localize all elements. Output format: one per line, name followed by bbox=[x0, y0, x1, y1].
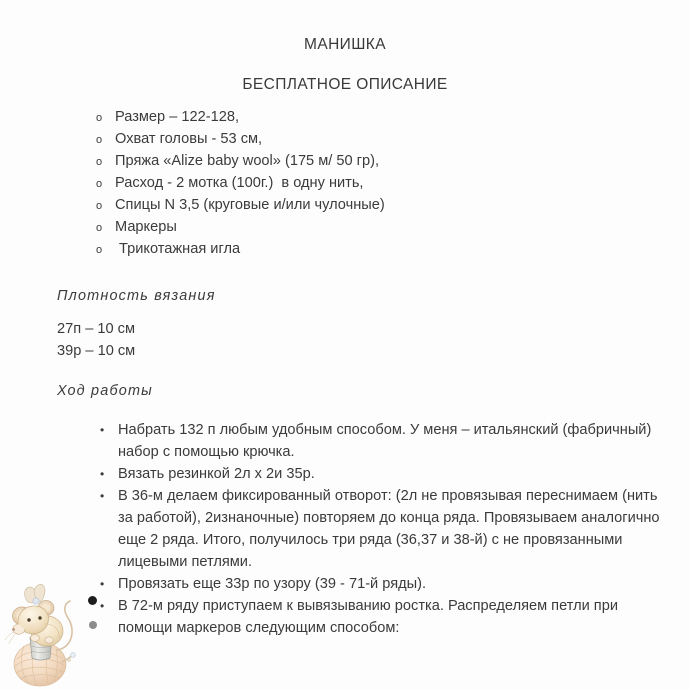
list-item-label: В 36-м делаем фиксированный отворот: (2л не провязывая переснимаем (нить за работой), 2изнаночные) повторяем до конца ряда. Провязываем аналогично еще 2 ряда. Итого, получилось три ряда (36,37 и 38-й) с не провязанными лицевыми петлями. bbox=[118, 488, 660, 570]
list-item bbox=[96, 153, 656, 175]
mouse-nose bbox=[12, 628, 15, 631]
list-item bbox=[100, 463, 670, 485]
mouse-eye-left bbox=[27, 618, 30, 621]
list-item bbox=[96, 109, 656, 131]
bullet-marker-icon: • bbox=[100, 599, 105, 613]
density-values bbox=[57, 321, 135, 365]
circle-marker-icon: o bbox=[96, 222, 103, 234]
list-item bbox=[96, 175, 656, 197]
list-item-label: Пряжа «Alize baby wool» (175 м/ 50 гр), bbox=[115, 153, 380, 169]
mouse-eye-right bbox=[38, 616, 41, 619]
list-item-label: Охват головы - 53 см, bbox=[115, 131, 263, 147]
mouse-paws bbox=[31, 635, 54, 644]
bullet-marker-icon: • bbox=[100, 489, 105, 503]
mouse-ear-right bbox=[38, 601, 54, 616]
density-line: 27п – 10 см bbox=[57, 321, 135, 337]
list-item bbox=[96, 131, 656, 153]
list-item-label: Маркеры bbox=[115, 219, 177, 235]
list-item-label: Провязать еще 33р по узору (39 - 71-й ряды). bbox=[118, 576, 427, 592]
circle-marker-icon: o bbox=[96, 200, 103, 212]
bullet-marker-icon: • bbox=[100, 467, 105, 481]
section-heading-process: Ход работы bbox=[57, 383, 153, 399]
yarn-ball bbox=[14, 642, 66, 686]
list-item-label: В 72-м ряду приступаем к вывязыванию ростка. Распределяем петли при помощи маркеров следующим способом: bbox=[118, 598, 618, 636]
density-line: 39р – 10 см bbox=[57, 343, 136, 359]
list-item bbox=[100, 573, 670, 595]
list-item-label: Расход - 2 мотка (100г.) в одну нить, bbox=[115, 175, 364, 191]
list-item bbox=[96, 197, 656, 219]
circle-marker-icon: o bbox=[96, 178, 103, 190]
mouse-body bbox=[31, 616, 63, 646]
needle-tip-flower bbox=[62, 653, 75, 662]
list-item bbox=[100, 595, 670, 639]
circle-marker-icon: o bbox=[96, 244, 103, 256]
gray-dot-marker bbox=[89, 621, 97, 629]
dark-dot-marker bbox=[88, 596, 97, 605]
list-item bbox=[100, 419, 670, 463]
mouse-head bbox=[5, 606, 49, 644]
list-item-label: Размер – 122-128, bbox=[115, 109, 239, 125]
materials-list bbox=[96, 109, 656, 263]
mouse-tail bbox=[57, 601, 72, 650]
mouse-ear-left bbox=[13, 607, 32, 625]
list-item bbox=[100, 485, 670, 573]
bullet-marker-icon: • bbox=[100, 423, 105, 437]
page-title: МАНИШКА bbox=[304, 36, 386, 53]
list-item-label: Набрать 132 п любым удобным способом. У меня – итальянский (фабричный) набор с помощью крючка. bbox=[118, 422, 652, 460]
mouse-on-yarn-ball-illustration bbox=[2, 576, 88, 688]
list-item bbox=[96, 241, 656, 263]
page-subtitle: БЕСПЛАТНОЕ ОПИСАНИЕ bbox=[242, 75, 448, 93]
mouse-bow bbox=[25, 584, 45, 604]
list-item bbox=[96, 219, 656, 241]
section-heading-density: Плотность вязания bbox=[57, 288, 216, 304]
circle-marker-icon: o bbox=[96, 134, 103, 146]
circle-marker-icon: o bbox=[96, 112, 103, 124]
document-header bbox=[0, 36, 690, 94]
circle-marker-icon: o bbox=[96, 156, 103, 168]
bullet-marker-icon: • bbox=[100, 577, 105, 591]
list-item-label: Спицы N 3,5 (круговые и/или чулочные) bbox=[115, 197, 385, 213]
list-item-label: Вязать резинкой 2л х 2и 35р. bbox=[118, 466, 315, 482]
list-item-label: Трикотажная игла bbox=[115, 241, 241, 257]
thimble bbox=[30, 634, 52, 660]
process-steps-list bbox=[100, 419, 670, 639]
